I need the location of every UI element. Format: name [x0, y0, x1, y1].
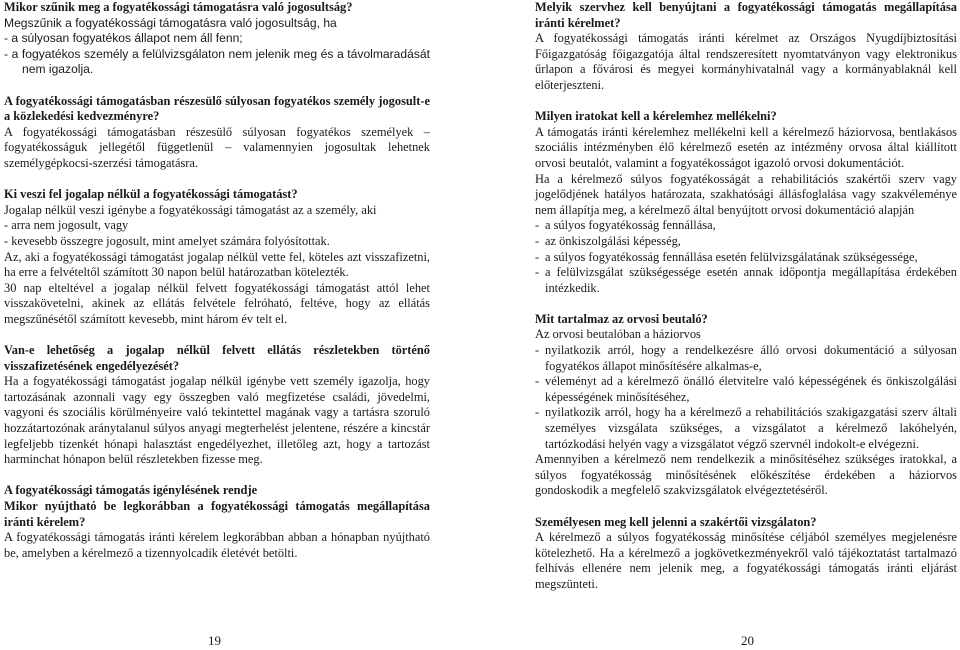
- list-item: - a súlyosan fogyatékos állapot nem áll fenn;: [4, 31, 243, 46]
- section-heading-application-procedure: A fogyatékossági támogatás igénylésének rendje: [4, 483, 258, 498]
- section-heading-attachments: Milyen iratokat kell a kérelemhez mellékelni?: [535, 109, 777, 124]
- section-heading-transport-discount: A fogyatékossági támogatásban részesülő súlyosan fogyatékos személy jogosult-e a közlekedési kedvezményre?: [4, 93, 430, 124]
- section-heading-unlawful-receipt: Ki veszi fel jogalap nélkül a fogyatékossági támogatást?: [4, 187, 298, 202]
- paragraph-recovery-30-days: 30 nap elteltével a jogalap nélkül felvett fogyatékossági támogatást attól lehet visszakövetelni, akinek az ellátás felvétele felróható, feltéve, hogy az ellátás megszűnésétől számított kevesebb, mint három év telt el.: [4, 280, 430, 326]
- paragraph-installments: Ha a fogyatékossági támogatást jogalap nélkül igénybe vett személy igazolja, hogy tartozásának azonnali vagy egy összegben való megfizetése családi, jövedelmi, vagyoni és szociális körülményeire való tekintettel magának vagy a tartásra szoruló hozzátartozónak aránytalanul súlyos anyagi megterhelést jelentene, részére a kincstár legfeljebb tizenkét hónapi halasztást engedélyezhet, illetőleg azt, hogy a tartozást harminchat hónapon belül részletekben fizesse meg.: [4, 374, 430, 467]
- paragraph-unlawful-intro: Jogalap nélkül veszi igénybe a fogyatékossági támogatást az a személy, aki: [4, 202, 377, 217]
- list-item: - arra nem jogosult, vagy: [4, 218, 129, 233]
- paragraph-termination-intro: Megszűnik a fogyatékossági támogatásra való jogosultság, ha: [4, 15, 337, 30]
- paragraph-earliest-application: A fogyatékossági támogatás iránti kérelem legkorábban abban a hónapban nyújtható be, amelyben a kérelmező a tizennyolcadik életévét betölti.: [4, 530, 430, 560]
- list-item: - a súlyos fogyatékosság fennállása,: [535, 218, 716, 233]
- paragraph-attachments: A támogatás iránti kérelemhez mellékelni kell a kérelmező háziorvosa, bentlakásos szociális intézményben élő kérelmező esetén az intézmény orvosa által kiállított orvosi beutalót, valamint a fogyatékosságot igazoló orvosi dokumentációt.: [535, 124, 957, 170]
- section-heading-personal-appearance: Személyesen meg kell jelenni a szakértői vizsgálaton?: [535, 514, 817, 529]
- paragraph-referral-intro: Az orvosi beutalóban a háziorvos: [535, 327, 701, 342]
- paragraph-documentation-basis: Ha a kérelmező súlyos fogyatékosságát a rehabilitációs szakértői szerv vagy jogelődjének hatályos határozata, szakhatósági állásfoglalása vagy szakvéleménye nem állapítja meg, a kérelmező által benyújtott orvosi dokumentáció alapján: [535, 171, 957, 217]
- attachments-list: [535, 218, 957, 296]
- left-page: [4, 0, 430, 561]
- paragraph-which-authority: A fogyatékossági támogatás iránti kérelmet az Országos Nyugdíjbiztosítási Főigazgatóság főigazgatója által rendszeresített nyomtatványon vagy elektronikus űrlapon a fővárosi és megyei kormányhivatalnál vagy a kormányablaknál kell előterjeszteni.: [535, 31, 957, 92]
- section-heading-referral-contents: Mit tartalmaz az orvosi beutaló?: [535, 311, 708, 326]
- paragraph-repayment-obligation: Az, aki a fogyatékossági támogatást jogalap nélkül vette fel, köteles azt visszafizetni, ha erre a felvételtől számított 30 napon belül határozatban kötelezték.: [4, 249, 430, 280]
- section-heading-termination: Mikor szűnik meg a fogyatékossági támogatásra való jogosultság?: [4, 0, 353, 14]
- referral-list: [535, 343, 957, 452]
- list-item: - a súlyos fogyatékosság fennállása esetén felülvizsgálatának szükségessége,: [535, 249, 918, 264]
- list-item: - kevesebb összegre jogosult, mint amelyet számára folyósítottak.: [4, 233, 330, 248]
- paragraph-specialist-exams: Amennyiben a kérelmező nem rendelkezik a minősítéséhez szükséges iratokkal, a súlyos fogyatékosság minősítésének előkészítése érdekében a háziorvos gondoskodik a megfelelő szakvizsgálatok elvégeztetéséről.: [535, 452, 957, 498]
- list-item: - véleményt ad a kérelmező önálló életvitelre való képességének és önkiszolgálási képességének minősítéséhez,: [535, 374, 957, 404]
- list-item: - a felülvizsgálat szükségessége esetén annak időpontja megállapítása érdekében intézkedik.: [535, 265, 957, 295]
- paragraph-transport-discount: A fogyatékossági támogatásban részesülő súlyosan fogyatékos személyek – fogyatékosságuk jellegétől függetlenül – valamennyien jogosultak lehetnek személygépkocsi-szerzési támogatásra.: [4, 124, 430, 170]
- list-item: - az önkiszolgálási képesség,: [535, 233, 681, 248]
- list-item: - a fogyatékos személy a felülvizsgálaton nem jelenik meg és a távolmaradását nem igazolja.: [4, 46, 430, 77]
- paragraph-personal-appearance: A kérelmező a súlyos fogyatékosság minősítése céljából személyes megjelenésre kötelezhető. Ha a kérelmező a jogkövetkezményekről való tájékoztatást tartalmazó felhívás ellenére nem jelenik meg, a fogyatékossági támogatás iránti eljárást megszünteti.: [535, 530, 957, 591]
- section-heading-installments: Van-e lehetőség a jogalap nélkül felvett ellátás részletekben történő visszafizetésének engedélyezését?: [4, 343, 430, 373]
- list-item: - nyilatkozik arról, hogy ha a kérelmező a rehabilitációs szakigazgatási szerv általi személyes vizsgálata szükséges, a vizsgálatot a kérelmező lakóhelyén, tartózkodási helyén vagy a vizsgálatot végző szervnél indokolt-e elvégezni.: [535, 405, 957, 451]
- section-heading-which-authority: Melyik szervhez kell benyújtani a fogyatékossági támogatás megállapítása iránti kérelmet?: [535, 0, 957, 30]
- page-number-left: 19: [208, 633, 221, 649]
- section-heading-earliest-application: Mikor nyújtható be legkorábban a fogyatékossági támogatás megállapítása iránti kérelem?: [4, 499, 430, 529]
- page-number-right: 20: [741, 633, 754, 649]
- list-item: - nyilatkozik arról, hogy a rendelkezésre álló orvosi dokumentáció a súlyosan fogyatékos állapot minősítésére alkalmas-e,: [535, 343, 957, 373]
- right-page: [535, 0, 957, 593]
